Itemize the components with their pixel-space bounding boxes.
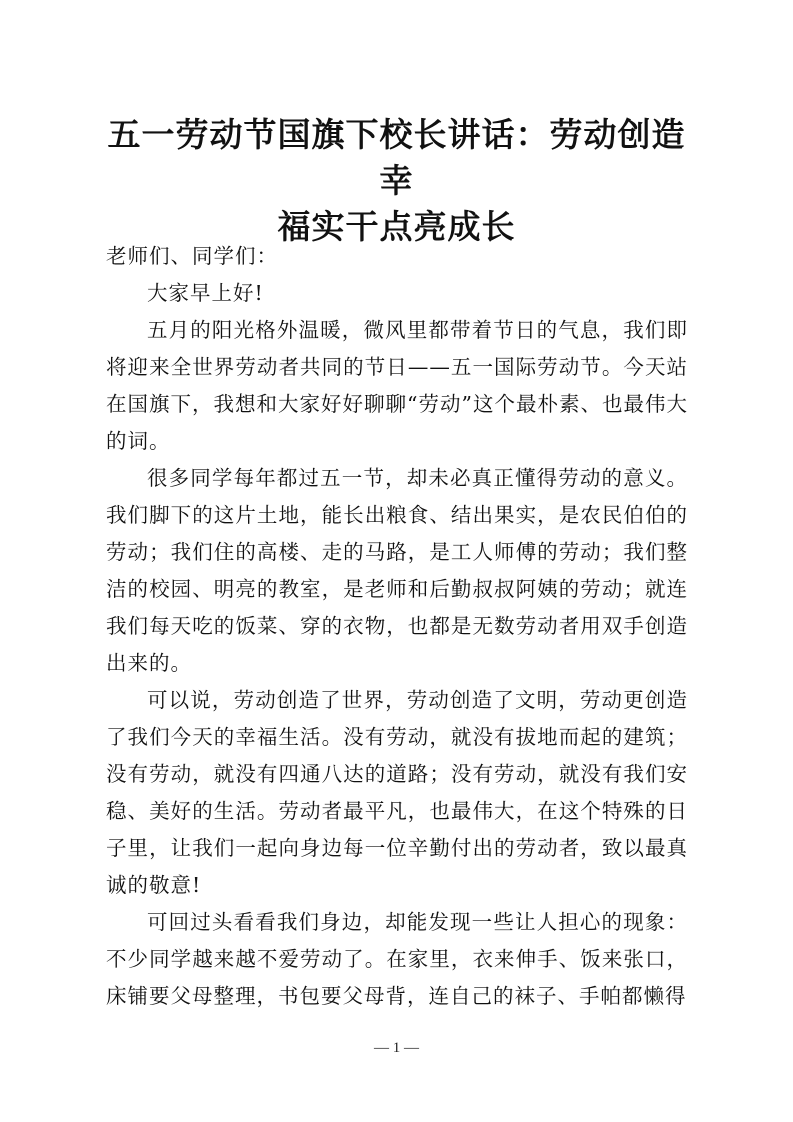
greeting: 大家早上好! [147,281,264,305]
paragraph-3: 可以说，劳动创造了世界，劳动创造了文明，劳动更创造了我们今天的幸福生活。没有劳动，就没有拔地而起的建筑；没有劳动，就没有四通八达的道路；没有劳动，就没有我们安稳、美好的生活。劳动者最平凡，也最伟大，在这个特殊的日子里，让我们一起向身边每一位辛勤付出的劳动者，致以最真诚的敬意! [106,688,688,897]
paragraph-2: 很多同学每年都过五一节，却未必真正懂得劳动的意义。我们脚下的这片土地，能长出粮食、结出果实，是农民伯伯的劳动；我们住的高楼、走的马路，是工人师傅的劳动；我们整洁的校园、明亮的教室，是老师和后勤叔叔阿姨的劳动；就连我们每天吃的饭菜、穿的衣物，也都是无数劳动者用双手创造出来的。 [106,466,688,675]
title-line-1: 五一劳动节国旗下校长讲话：劳动创造幸 [107,115,686,200]
paragraph-4: 可回过头看看我们身边，却能发现一些让人担心的现象：不少同学越来越不爱劳动了。在家里，衣来伸手、饭来张口，床铺要父母整理，书包要父母背，连自己的袜子、手帕都懒得 [106,910,688,1008]
document-title [100,112,693,250]
document-body [106,238,688,1015]
salutation: 老师们、同学们： [106,244,278,268]
page-number: — 1 — [374,1040,419,1056]
title-line-2: 福实干点亮成长 [277,207,516,246]
paragraph-1: 五月的阳光格外温暖，微风里都带着节日的气息，我们即将迎来全世界劳动者共同的节日——五一国际劳动节。今天站在国旗下，我想和大家好好聊聊“劳动”这个最朴素、也最伟大的词。 [106,318,688,453]
